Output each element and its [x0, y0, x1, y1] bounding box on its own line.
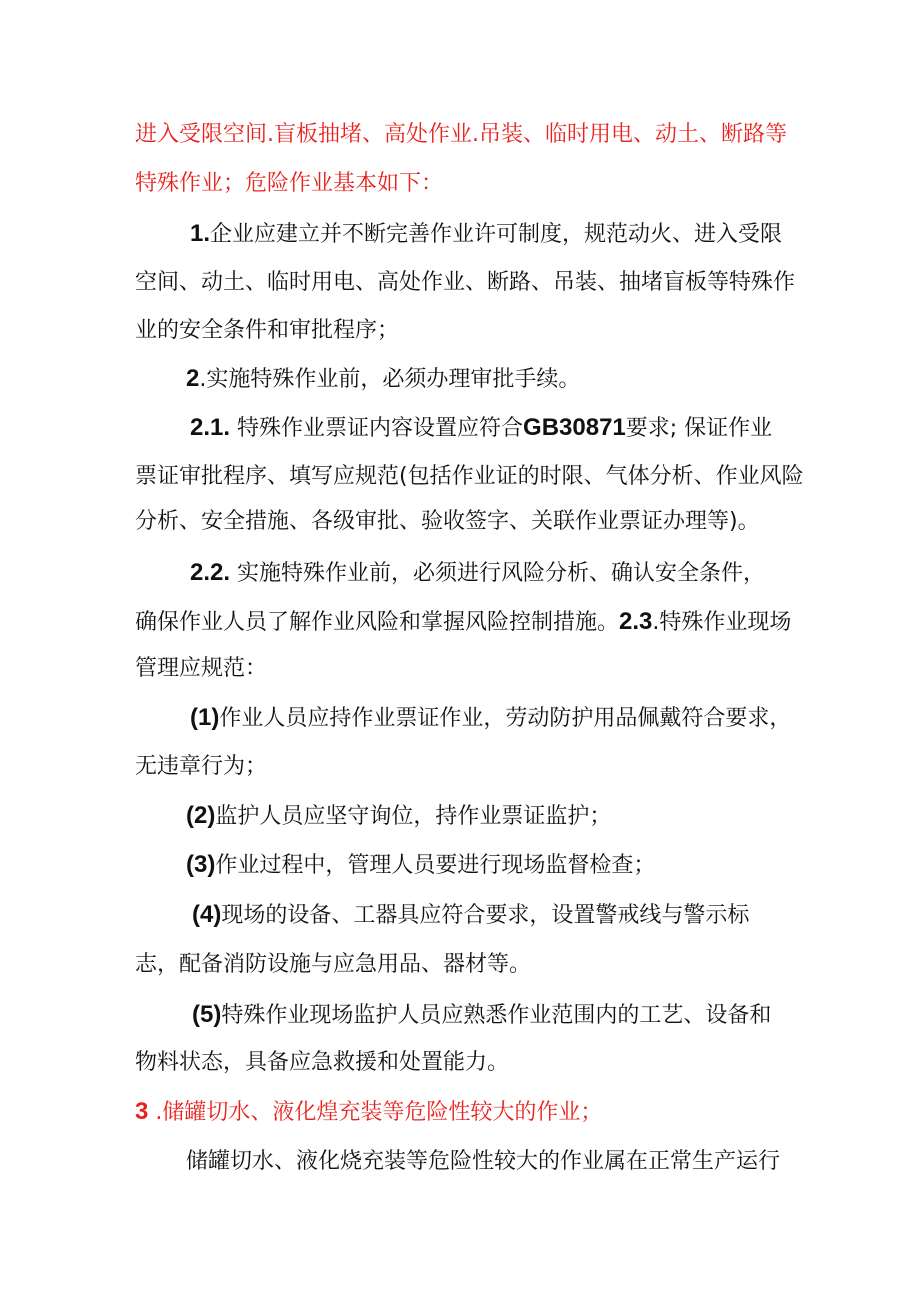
item-number: (5) — [192, 1001, 222, 1028]
list-item-line: 志，配备消防设施与应急用品、器材等。 — [135, 952, 532, 977]
text: 确保作业人员了解作业风险和掌握风险控制措施。 — [135, 610, 620, 635]
list-item — [190, 704, 791, 733]
paragraph-2-1 — [190, 414, 772, 443]
item-number: 3 — [135, 1098, 149, 1125]
text: .特殊作业现场 — [652, 610, 792, 635]
list-item-line: 无违章行为； — [135, 754, 268, 779]
list-item — [186, 802, 611, 831]
item-number: (2) — [186, 802, 216, 829]
paragraph-line: 分析、安全措施、各级审批、验收签字、关联作业票证办理等)。 — [135, 509, 760, 534]
list-item-line: 物料状态，具备应急救援和处置能力。 — [135, 1050, 510, 1075]
text: 要求; 保证作业 — [625, 416, 773, 441]
item-number: (3) — [186, 851, 216, 878]
item-number: 1. — [190, 220, 211, 247]
text: .储罐切水、液化煌充装等危险性较大的作业； — [148, 1100, 603, 1125]
item-number: 2.3 — [619, 608, 653, 635]
paragraph-line: 空间、动土、临时用电、高处作业、断路、吊装、抽堵盲板等特殊作 — [135, 270, 796, 295]
item-number: (1) — [190, 704, 220, 731]
text: 作业过程中，管理人员要进行现场监督检查； — [215, 853, 656, 878]
section-3-heading — [135, 1098, 602, 1127]
intro-line: 特殊作业；危险作业基本如下： — [135, 171, 444, 196]
list-item — [192, 901, 749, 930]
paragraph-2-2 — [190, 559, 765, 588]
paragraph-line: 管理应规范： — [135, 656, 268, 681]
paragraph-line — [135, 608, 791, 637]
paragraph-1 — [190, 220, 782, 249]
paragraph-line: 业的安全条件和审批程序； — [135, 318, 400, 343]
text: 特殊作业现场监护人员应熟悉作业范围内的工艺、设备和 — [221, 1003, 772, 1028]
item-number: 2 — [186, 365, 200, 392]
item-number: 2.1. — [190, 414, 231, 441]
standard-code: GB30871 — [523, 414, 626, 441]
text: 监护人员应坚守询位，持作业票证监护； — [215, 804, 612, 829]
paragraph-2 — [186, 365, 580, 394]
intro-line: 进入受限空间.盲板抽堵、高处作业.吊装、临时用电、动土、断路等 — [135, 122, 787, 147]
paragraph-line: 票证审批程序、填写应规范(包括作业证的时限、气体分析、作业风险 — [135, 464, 804, 489]
paragraph-line: 储罐切水、液化烧充装等危险性较大的作业属在正常生产运行 — [186, 1149, 781, 1174]
text: 实施特殊作业前，必须进行风险分析、确认安全条件， — [230, 561, 766, 586]
text: 作业人员应持作业票证作业，劳动防护用品佩戴符合要求， — [219, 706, 792, 731]
item-number: 2.2. — [190, 559, 231, 586]
text: .实施特殊作业前，必须办理审批手续。 — [199, 367, 581, 392]
text: 现场的设备、工器具应符合要求，设置警戒线与警示标 — [221, 903, 750, 928]
item-number: (4) — [192, 901, 222, 928]
list-item — [186, 851, 655, 880]
text: 企业应建立并不断完善作业许可制度，规范动火、进入受限 — [210, 222, 783, 247]
text: 特殊作业票证内容设置应符合 — [230, 416, 524, 441]
list-item — [192, 1001, 771, 1030]
